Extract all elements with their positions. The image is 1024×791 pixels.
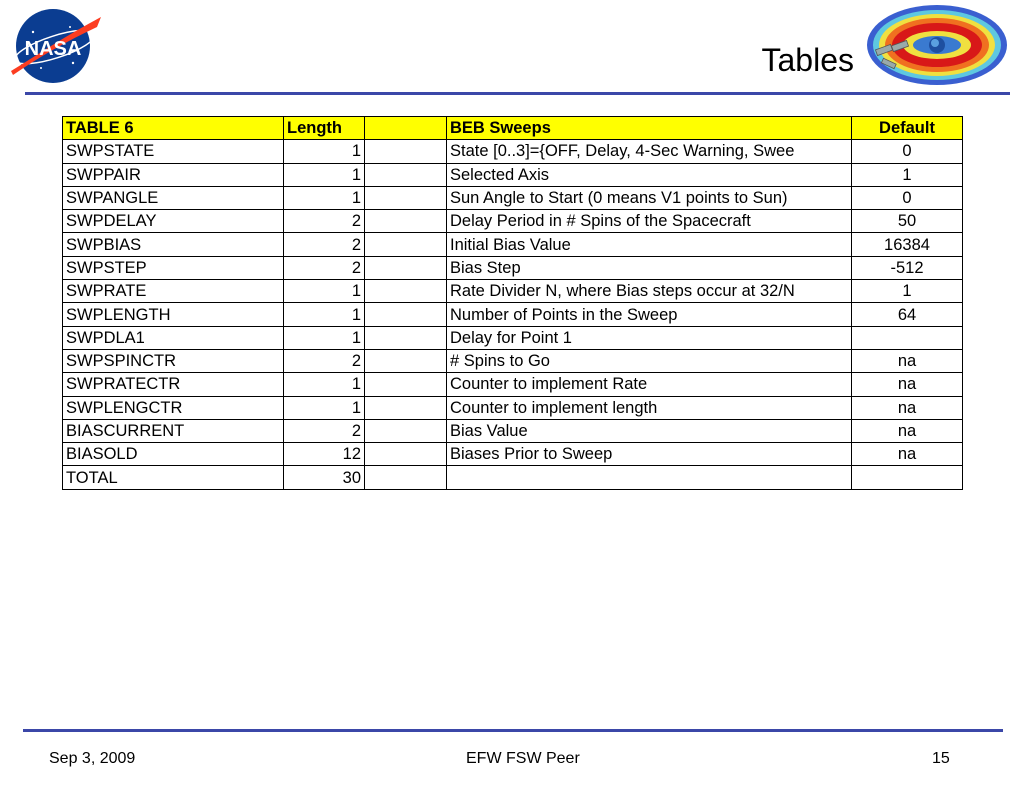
table-cell: 1 bbox=[284, 326, 365, 349]
parameter-table bbox=[62, 116, 963, 490]
table-cell bbox=[365, 373, 447, 396]
table-cell bbox=[365, 256, 447, 279]
table-row bbox=[63, 419, 963, 442]
table-cell: na bbox=[852, 396, 963, 419]
table-cell: SWPSTEP bbox=[63, 256, 284, 279]
table-cell: Sun Angle to Start (0 means V1 points to Sun) bbox=[447, 186, 852, 209]
table-cell bbox=[365, 303, 447, 326]
table-cell bbox=[852, 326, 963, 349]
table-row bbox=[63, 233, 963, 256]
table-cell: na bbox=[852, 419, 963, 442]
header-divider bbox=[25, 92, 1010, 95]
table-cell: SWPLENGTH bbox=[63, 303, 284, 326]
table-row bbox=[63, 396, 963, 419]
table-cell: BIASCURRENT bbox=[63, 419, 284, 442]
table-row bbox=[63, 280, 963, 303]
footer-date: Sep 3, 2009 bbox=[49, 750, 136, 767]
table-header-row bbox=[63, 117, 963, 140]
table-cell: 0 bbox=[852, 140, 963, 163]
header-cell: TABLE 6 bbox=[63, 117, 284, 140]
table-cell bbox=[365, 233, 447, 256]
radiation-belts-graphic bbox=[862, 3, 1012, 88]
table-cell: Delay for Point 1 bbox=[447, 326, 852, 349]
footer-title: EFW FSW Peer bbox=[466, 750, 580, 767]
table-row bbox=[63, 140, 963, 163]
table-cell: Rate Divider N, where Bias steps occur at 32/N bbox=[447, 280, 852, 303]
table-cell: State [0..3]={OFF, Delay, 4-Sec Warning, Swee bbox=[447, 140, 852, 163]
nasa-logo bbox=[7, 5, 103, 85]
table-cell bbox=[365, 349, 447, 372]
table-cell: 64 bbox=[852, 303, 963, 326]
table-cell: SWPANGLE bbox=[63, 186, 284, 209]
table-row bbox=[63, 326, 963, 349]
table-cell: TOTAL bbox=[63, 466, 284, 489]
table-cell: 12 bbox=[284, 443, 365, 466]
table-row bbox=[63, 373, 963, 396]
table-cell: Counter to implement length bbox=[447, 396, 852, 419]
table-cell: Counter to implement Rate bbox=[447, 373, 852, 396]
table-cell: 1 bbox=[284, 303, 365, 326]
table-cell: 2 bbox=[284, 256, 365, 279]
table-cell: SWPSTATE bbox=[63, 140, 284, 163]
table-cell: 1 bbox=[284, 186, 365, 209]
table-cell: SWPPAIR bbox=[63, 163, 284, 186]
table-cell: -512 bbox=[852, 256, 963, 279]
table-cell bbox=[365, 280, 447, 303]
table-cell: 1 bbox=[852, 280, 963, 303]
table-cell: Delay Period in # Spins of the Spacecraft bbox=[447, 210, 852, 233]
table-cell: SWPSPINCTR bbox=[63, 349, 284, 372]
table-cell: SWPDELAY bbox=[63, 210, 284, 233]
header-cell bbox=[365, 117, 447, 140]
table-cell: 2 bbox=[284, 210, 365, 233]
table-cell: SWPBIAS bbox=[63, 233, 284, 256]
table-cell bbox=[365, 326, 447, 349]
nasa-logo-text: NASA bbox=[24, 38, 82, 60]
table-cell: SWPRATECTR bbox=[63, 373, 284, 396]
table-row bbox=[63, 349, 963, 372]
table-cell bbox=[365, 186, 447, 209]
table-cell bbox=[365, 443, 447, 466]
table-cell: 1 bbox=[852, 163, 963, 186]
table-cell: 0 bbox=[852, 186, 963, 209]
table-cell: na bbox=[852, 373, 963, 396]
table-cell: 1 bbox=[284, 163, 365, 186]
table-row bbox=[63, 256, 963, 279]
table-cell bbox=[365, 466, 447, 489]
table-cell: 2 bbox=[284, 349, 365, 372]
table-row bbox=[63, 303, 963, 326]
table-cell: 1 bbox=[284, 140, 365, 163]
slide-title: Tables bbox=[761, 42, 854, 78]
table-cell: 30 bbox=[284, 466, 365, 489]
table-cell: Biases Prior to Sweep bbox=[447, 443, 852, 466]
table-cell: Initial Bias Value bbox=[447, 233, 852, 256]
table-cell bbox=[365, 140, 447, 163]
table-cell: SWPLENGCTR bbox=[63, 396, 284, 419]
table-cell: Number of Points in the Sweep bbox=[447, 303, 852, 326]
table-row bbox=[63, 466, 963, 489]
table-row bbox=[63, 210, 963, 233]
table-cell: SWPDLA1 bbox=[63, 326, 284, 349]
table-cell: 16384 bbox=[852, 233, 963, 256]
table-cell: Selected Axis bbox=[447, 163, 852, 186]
table-cell: na bbox=[852, 349, 963, 372]
table-cell bbox=[447, 466, 852, 489]
header-cell: Default bbox=[852, 117, 963, 140]
table-row bbox=[63, 186, 963, 209]
table-row bbox=[63, 163, 963, 186]
page-number: 15 bbox=[932, 750, 950, 767]
table-cell: BIASOLD bbox=[63, 443, 284, 466]
table-cell: na bbox=[852, 443, 963, 466]
table-cell: Bias Value bbox=[447, 419, 852, 442]
table-cell bbox=[365, 396, 447, 419]
header-cell: Length bbox=[284, 117, 365, 140]
table-cell: 1 bbox=[284, 373, 365, 396]
table-cell bbox=[852, 466, 963, 489]
table-cell: 1 bbox=[284, 280, 365, 303]
table-row bbox=[63, 443, 963, 466]
header-cell: BEB Sweeps bbox=[447, 117, 852, 140]
table-cell: 2 bbox=[284, 233, 365, 256]
table-cell bbox=[365, 210, 447, 233]
table-cell: SWPRATE bbox=[63, 280, 284, 303]
footer-divider bbox=[23, 729, 1003, 732]
table-cell: 1 bbox=[284, 396, 365, 419]
table-cell: Bias Step bbox=[447, 256, 852, 279]
table-cell: 2 bbox=[284, 419, 365, 442]
table-cell: 50 bbox=[852, 210, 963, 233]
table-cell bbox=[365, 419, 447, 442]
table-cell bbox=[365, 163, 447, 186]
table-cell: # Spins to Go bbox=[447, 349, 852, 372]
